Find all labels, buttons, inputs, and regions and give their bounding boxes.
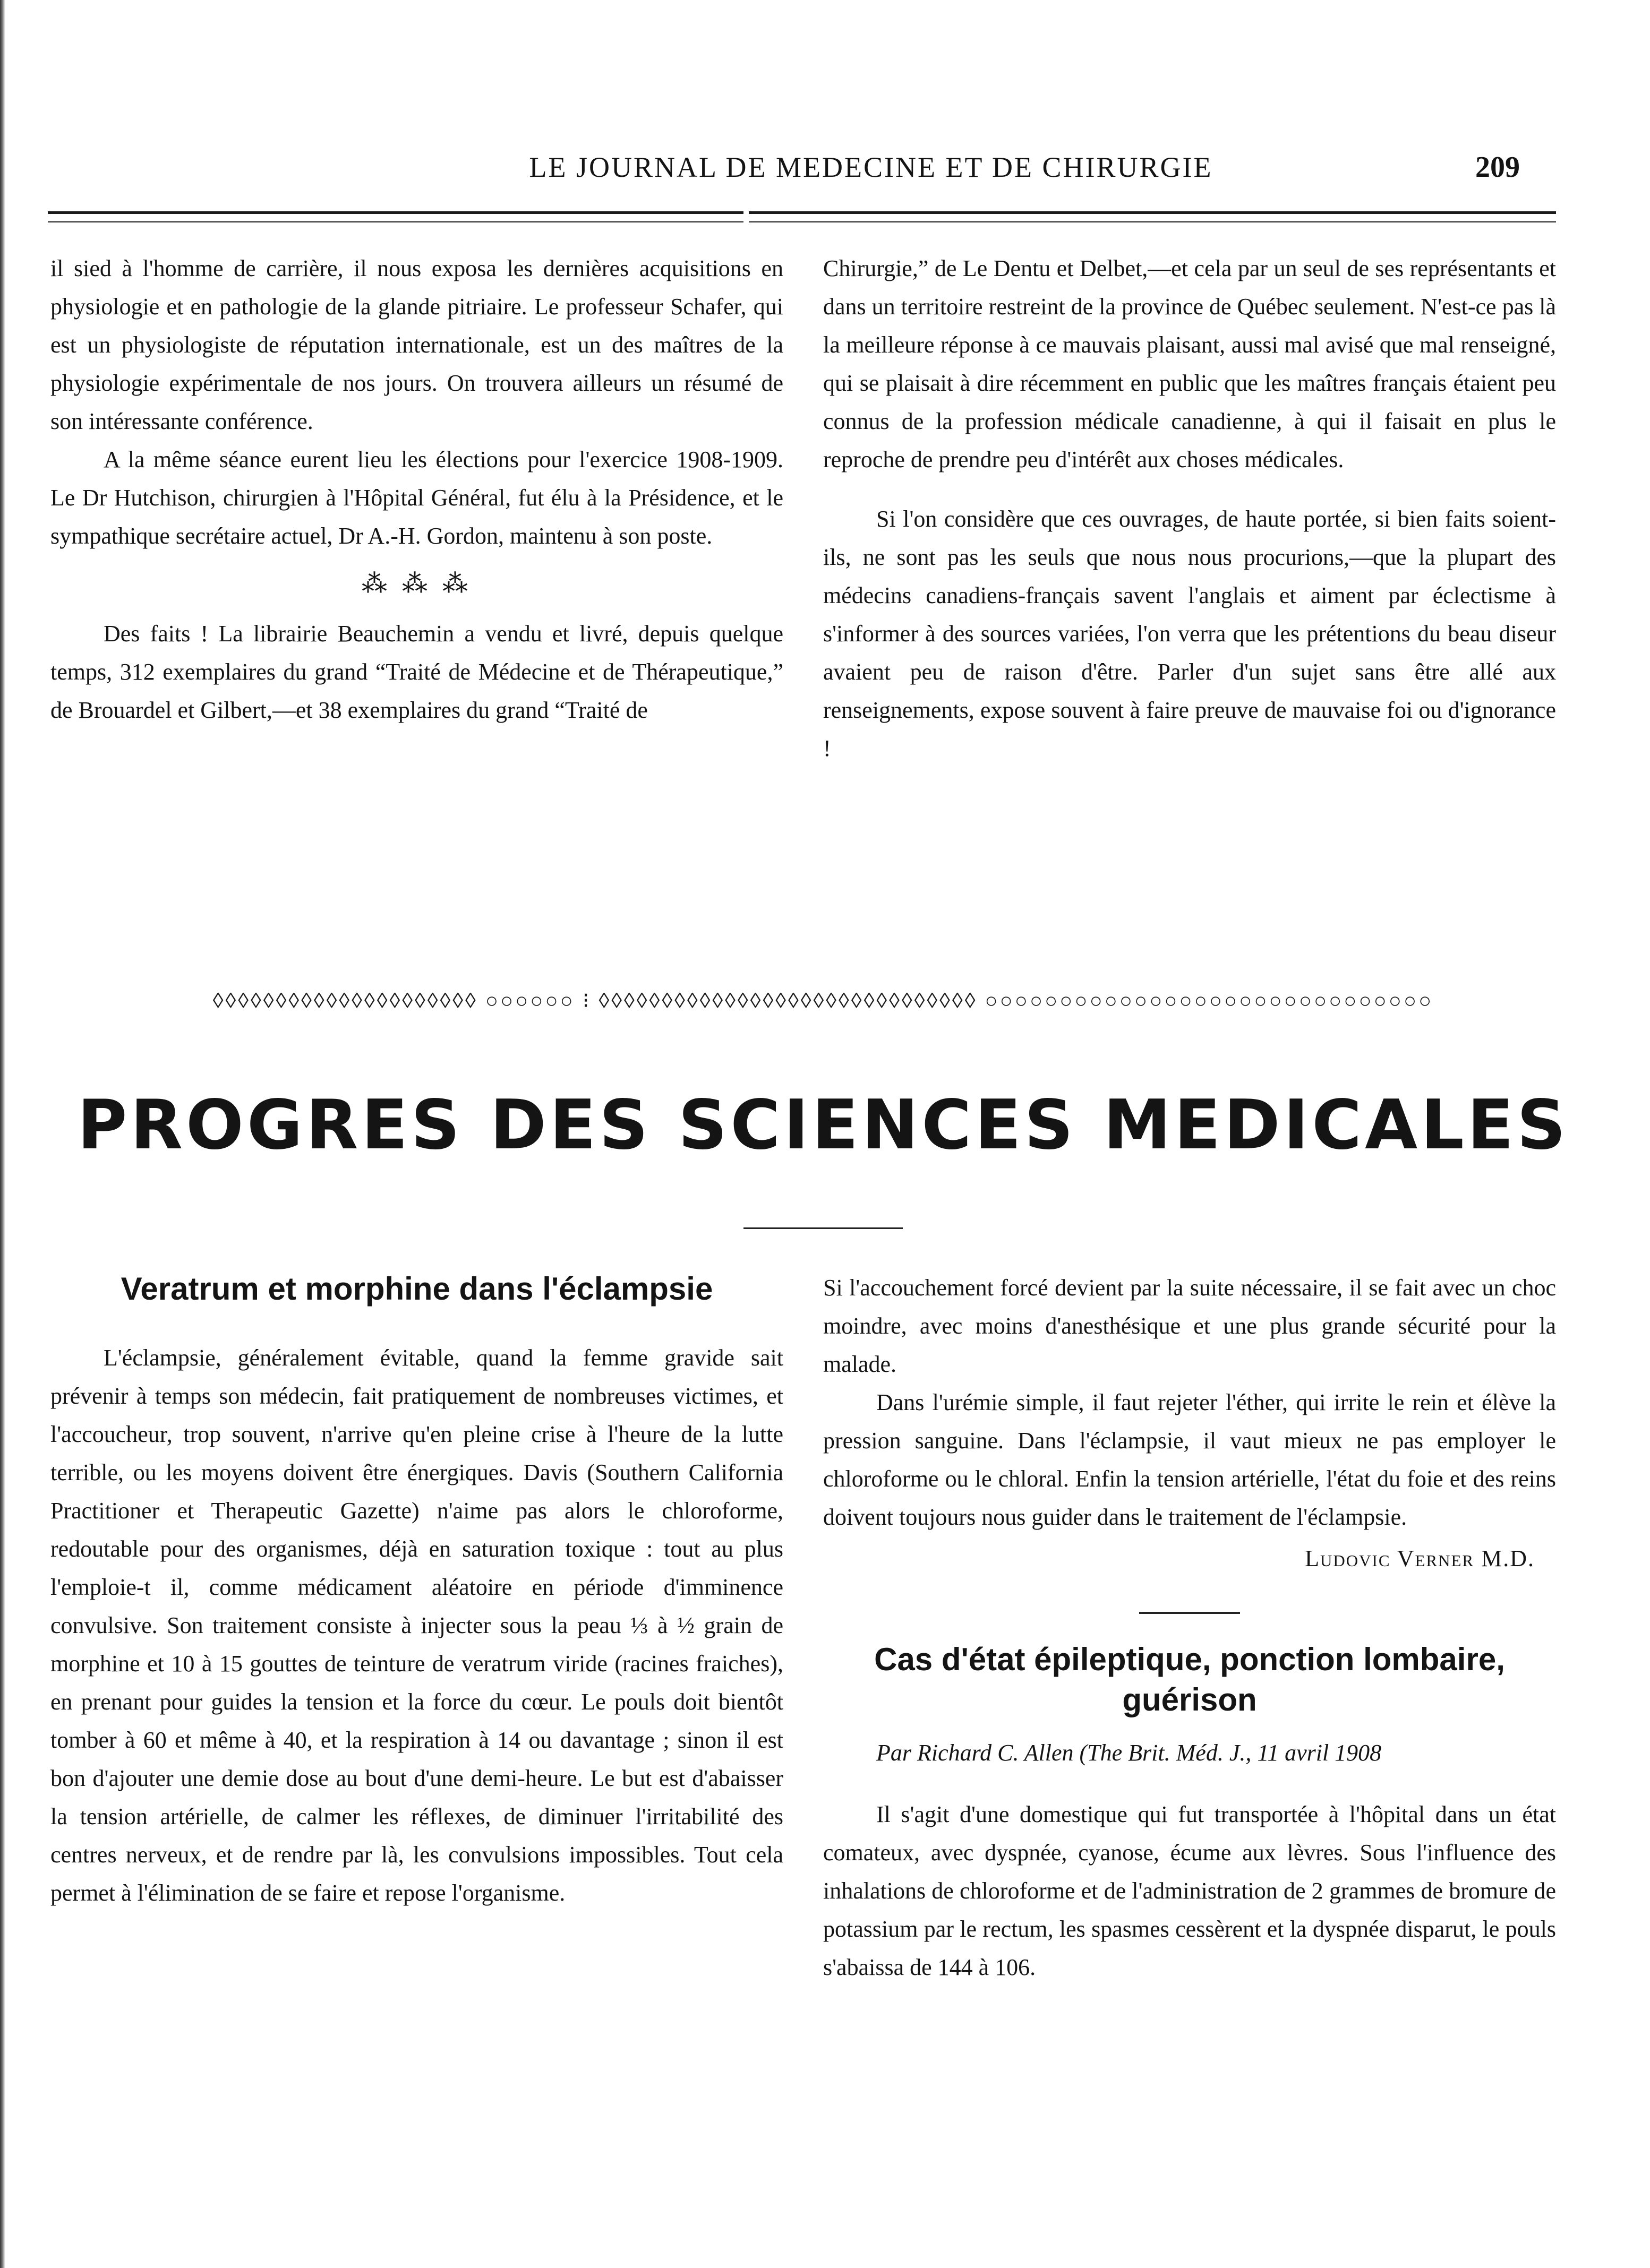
upper-right-column <box>823 250 1556 768</box>
article-title: Veratrum et morphine dans l'éclampsie <box>121 1271 713 1307</box>
running-head: LE JOURNAL DE MEDECINE ET DE CHIRURGIE <box>529 151 1213 183</box>
paragraph: Dans l'urémie simple, il faut rejeter l'éther, qui irrite le rein et élève la pression sanguine. Dans l'éclampsie, il vaut mieux ne pas employer le chloroforme ou le chloral. Enfin la tension artérielle, l'état du foie et des reins doivent toujours nous guider dans le traitement de l'éclampsie. <box>823 1389 1556 1530</box>
paragraph: Si l'on considère que ces ouvrages, de haute portée, si bien faits soient-ils, ne sont pas les seuls que nous nous procurions,—que la plupart des médecins canadiens-français savent l'anglais et aiment par éclectisme à s'informer à des sources variées, l'on verra que les prétentions du beau diseur avaient peu de raison d'être. Parler d'un sujet sans être allé aux renseignements, expose souvent à faire preuve de mauvaise foi ou d'ignorance ! <box>823 506 1556 761</box>
paragraph: Si l'accouchement forcé devient par la suite nécessaire, il se fait avec un choc moindre, avec moins d'anesthésique et une plus grande sécurité pour la malade. <box>823 1275 1556 1377</box>
paragraph: Il s'agit d'une domestique qui fut transportée à l'hôpital dans un état comateux, avec dyspnée, cyanose, écume aux lèvres. Sous l'influence des inhalations de chloroforme et de l'administration de 2 grammes de bromure de potassium par le rectum, les spasmes cessèrent et la dyspnée disparut, le pouls s'abaissa de 144 à 106. <box>823 1801 1556 1980</box>
article-byline: Par Richard C. Allen (The Brit. Méd. J., 11 avril 1908 <box>876 1740 1382 1766</box>
header-rule-left <box>48 211 743 222</box>
paragraph: Des faits ! La librairie Beauchemin a vendu et livré, depuis quelque temps, 312 exemplaires du grand “Traité de Médecine et de Thérapeutique,” de Brouardel et Gilbert,—et 38 exemplaires du grand “Traité de <box>50 621 783 723</box>
paragraph: A la même séance eurent lieu les élections pour l'exercice 1908-1909. Le Dr Hutchison, chirurgien à l'Hôpital Général, fut élu à la Présidence, et le sympathique secrétaire actuel, Dr A.-H. Gordon, maintenu à son poste. <box>50 446 783 549</box>
article-title: Cas d'état épileptique, ponction lombaire, guérison <box>874 1642 1505 1717</box>
lower-right-column <box>823 1269 1556 1987</box>
author-signature: Ludovic Verner M.D. <box>1305 1545 1535 1571</box>
paragraph: L'éclampsie, généralement évitable, quand la femme gravide sait prévenir à temps son médecin, fait pratiquement de nombreuses victimes, et l'accoucheur, trop souvent, n'arrive qu'en pleine crise à l'heure de la lutte terrible, ou les moyens doivent être énergiques. Davis (Southern California Practitioner et Therapeutic Gazette) n'aime pas alors le chloroforme, redoutable pour des organismes, déjà en saturation toxique : tout au plus l'emploie-t il, comme médicament aléatoire en période d'imminence convulsive. Son traitement consiste à injecter sous la peau ⅓ à ½ grain de morphine et 10 à 15 gouttes de teinture de veratrum viride (racines fraiches), en prenant pour guides la tension et la force du cœur. Le pouls doit bientôt tomber à 60 et même à 40, et la respiration à 14 ou davantage ; sinon il est bon d'ajouter une demie dose au bout d'une demi-heure. Le but est d'abaisser la tension artérielle, de calmer les réflexes, de diminuer l'irritabilité des centres nerveux, et de rendre par là, les convulsions impossibles. Tout cela permet à l'élimination de se faire et repose l'organisme. <box>50 1345 783 1906</box>
lower-left-column <box>50 1269 783 1912</box>
asterism-separator: ⁂ ⁂ ⁂ <box>362 570 472 598</box>
page-scan-edge <box>0 0 5 2268</box>
article-separator-rule <box>1139 1612 1240 1614</box>
section-title-rule <box>743 1227 903 1229</box>
header-rule-right <box>749 211 1556 222</box>
upper-left-column <box>50 250 783 729</box>
paragraph: Chirurgie,” de Le Dentu et Delbet,—et cela par un seul de ses représentants et dans un territoire restreint de la province de Québec seulement. N'est-ce pas là la meilleure réponse à ce mauvais plaisant, aussi mal avisé que mal renseigné, qui se plaisait à dire récemment en public que les maîtres français étaient peu connus de la profession médicale canadienne, à qui il faisait en plus le reproche de prendre peu d'intérêt aux choses médicales. <box>823 255 1556 472</box>
page-number: 209 <box>1475 151 1520 184</box>
paragraph: il sied à l'homme de carrière, il nous exposa les dernières acquisitions en physiologie et en pathologie de la glande pitriaire. Le professeur Schafer, qui est un physiologiste de réputation internationale, est un des maîtres de la physiologie expérimentale de nos jours. On trouvera ailleurs un résumé de son intéressante conférence. <box>50 255 783 434</box>
ornamental-divider: ◊◊◊◊◊◊◊◊◊◊◊◊◊◊◊◊◊◊◊◊◊ ○○○○○○ ⁝ ◊◊◊◊◊◊◊◊◊◊◊◊◊◊◊◊◊◊◊◊◊◊◊◊◊◊◊◊◊◊ ○○○○○○○○○○○○○○○○○○○○○○○○○○○○○○ <box>212 989 1434 1012</box>
section-title: PROGRES DES SCIENCES MEDICALES <box>77 1086 1569 1165</box>
